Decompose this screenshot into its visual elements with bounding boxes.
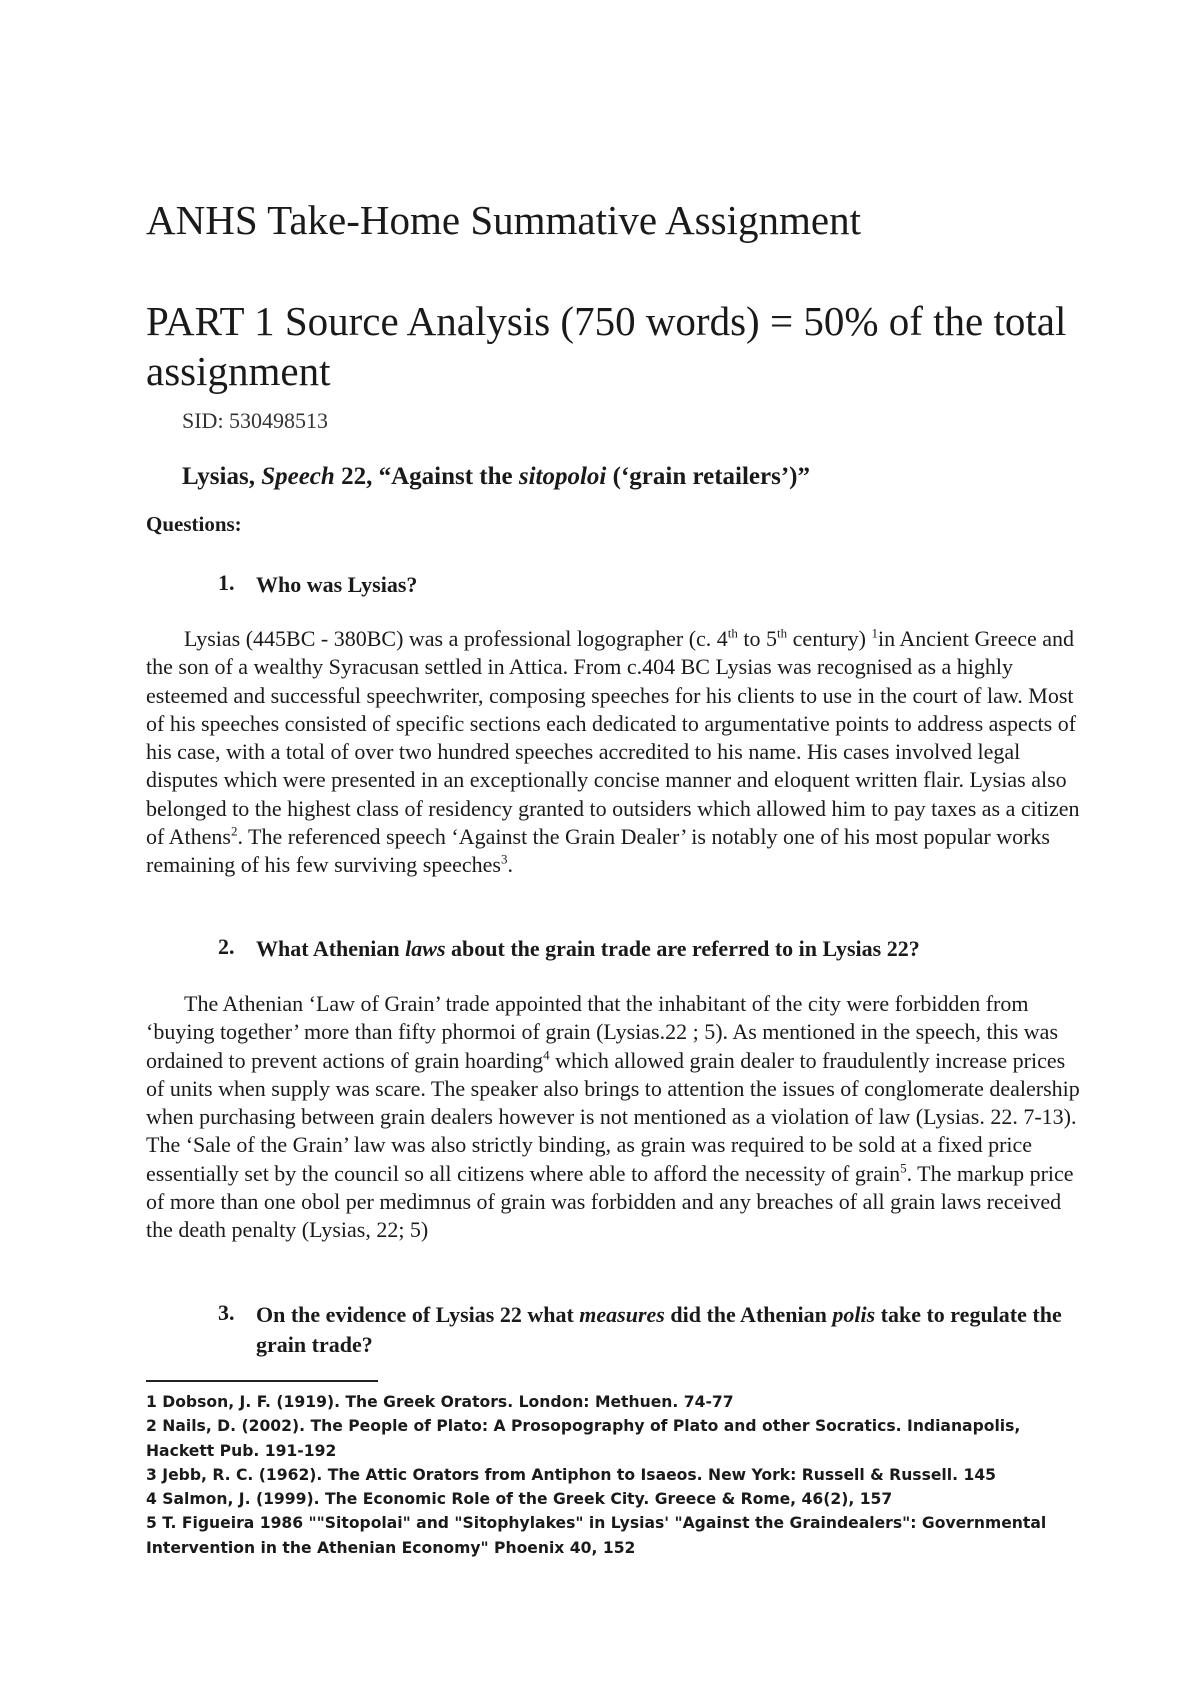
document-title: ANHS Take-Home Summative Assignment <box>146 197 861 243</box>
p1-text-d: in Ancient Greece and the son of a wealthy Syracusan settled in Attica. From c.404 BC Lysias was recognised as a highly esteemed and successful speechwriter, composing speeches for his clients to use in the court of law. Most of his speeches consisted of specific sections each dedicated to argumentative points to address aspects of his case, with a total of over two hundred speeches accredited to his name. His cases involved legal disputes which were presented in an exceptionally concise manner and eloquent written flair. Lysias also belonged to the highest class of residency granted to outsiders which allowed him to pay taxes as a citizen of Athens <box>146 626 1080 850</box>
answer-paragraph-2 <box>146 990 1086 1245</box>
footnote-ref-3[interactable]: 3 <box>500 852 508 868</box>
question-text <box>256 934 1076 964</box>
p2-text-b: which allowed grain dealer to fraudulently increase prices of units when supply was scare. The speaker also brings to attention the issues of conglomerate dealership when purchasing between grain dealers however is not mentioned as a violation of law (Lysias. 22. 7-13). The ‘Sale of the Grain’ law was also strictly binding, as grain was required to be sold at a fixed price essentially set by the council so all citizens where able to afford the necessity of grain <box>146 1047 1080 1186</box>
questions-label: Questions: <box>146 512 242 536</box>
q3-pre: On the evidence of Lysias 22 what <box>256 1302 580 1327</box>
source-pre: Lysias, <box>182 463 262 490</box>
p1-text-e: . The referenced speech ‘Against the Grain Dealer’ is notably one of his most popular works remaining of his few surviving speeches <box>146 824 1050 878</box>
p1-text-f: . <box>507 852 513 878</box>
q2-post: about the grain trade are referred to in Lysias 22? <box>445 936 920 961</box>
p1-text-b: to 5 <box>737 626 778 651</box>
q2-pre: What Athenian <box>256 936 406 961</box>
footnote-5: 5 T. Figueira 1986 ""Sitopolai" and "Sitophylakes" in Lysias' "Against the Graindealers": Governmental Intervention in the Athenian Economy" Phoenix 40, 152 <box>146 1514 1047 1557</box>
footnote-4: 4 Salmon, J. (1999). The Economic Role of the Greek City. Greece & Rome, 46(2), 157 <box>146 1490 893 1509</box>
p2-text-a: The Athenian ‘Law of Grain’ trade appointed that the inhabitant of the city were forbidden from ‘buying together’ more than fifty phormoi of grain (Lysias.22 ; 5). As mentioned in the speech, this was ordained to prevent actions of grain hoarding <box>146 991 1059 1073</box>
q3-mid: did the Athenian <box>664 1302 833 1327</box>
q2-laws: laws <box>405 936 446 961</box>
source-sitopoloi: sitopoloi <box>518 463 607 490</box>
question-number: 1. <box>218 570 235 595</box>
source-post: (‘grain retailers’)” <box>606 463 811 490</box>
footnote-ref-5[interactable]: 5 <box>900 1160 907 1176</box>
q3-polis: polis <box>832 1302 876 1327</box>
answer-paragraph-1 <box>146 625 1086 880</box>
footnote-1: 1 Dobson, J. F. (1919). The Greek Orators. London: Methuen. 74-77 <box>146 1393 734 1411</box>
p1-sup-th-1: th <box>727 625 738 641</box>
question-number: 2. <box>218 934 235 959</box>
footnote-3: 3 Jebb, R. C. (1962). The Attic Orators from Antiphon to Isaeos. New York: Russell & Russell. 145 <box>146 1465 997 1484</box>
question-text: Who was Lysias? <box>256 572 418 597</box>
footnote-separator <box>146 1380 378 1382</box>
source-speech: Speech <box>261 463 335 490</box>
footnotes <box>146 1390 1086 1560</box>
question-number: 3. <box>218 1300 235 1325</box>
p1-sup-th-2: th <box>777 625 788 641</box>
student-id: SID: 530498513 <box>182 408 329 433</box>
source-heading <box>182 463 810 491</box>
p1-text-a: Lysias (445BC - 380BC) was a professional logographer (c. 4 <box>184 626 728 651</box>
footnote-ref-1[interactable]: 1 <box>871 625 878 641</box>
question-text <box>256 1300 1076 1360</box>
footnote-ref-2[interactable]: 2 <box>230 823 238 839</box>
footnote-ref-4[interactable]: 4 <box>543 1047 550 1063</box>
source-mid: 22, “Against the <box>334 463 519 490</box>
p1-text-c: century) <box>787 626 872 651</box>
part-heading: PART 1 Source Analysis (750 words) = 50% of the total assignment <box>146 298 1067 394</box>
q3-measures: measures <box>579 1302 665 1327</box>
footnote-2: 2 Nails, D. (2002). The People of Plato: A Prosopography of Plato and other Socratics. Indianapolis, Hackett Pub. 191-192 <box>146 1417 1021 1460</box>
p2-text-c: . The markup price of more than one obol per medimnus of grain was forbidden and any breaches of all grain laws received the death penalty (Lysias, 22; 5) <box>146 1160 1074 1243</box>
q3-post: take to regulate the grain trade? <box>256 1302 1062 1357</box>
